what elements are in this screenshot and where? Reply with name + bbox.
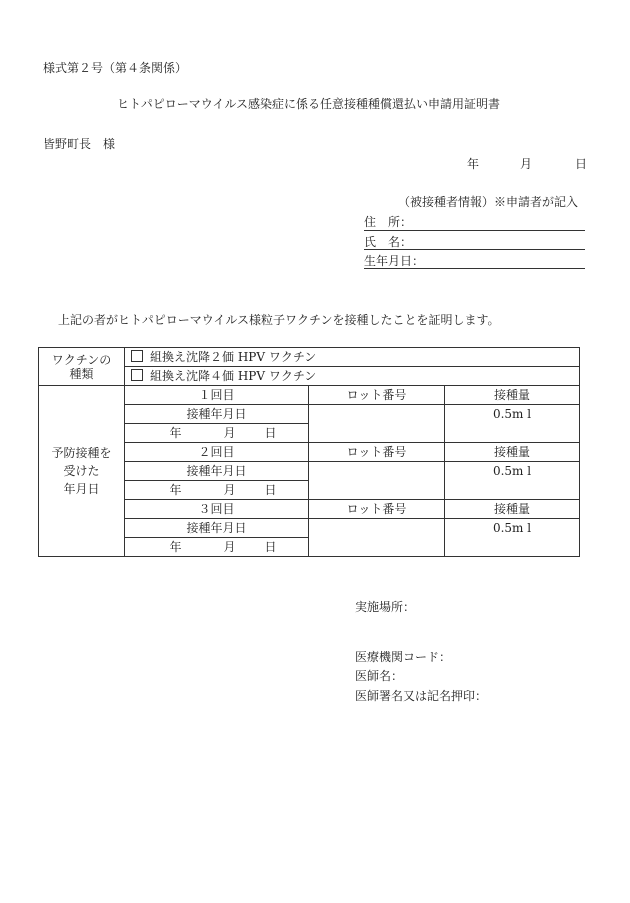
dose-1-date-field[interactable] <box>125 424 309 443</box>
birthdate-label: 生年月日： <box>364 254 425 268</box>
dose-3-amount-header: 接種量 <box>445 500 580 519</box>
vaccine-type-label-cell <box>39 348 125 386</box>
name-label: 氏 名： <box>364 235 413 249</box>
dose-1-lot-number-field[interactable] <box>309 405 445 443</box>
dose-1-amount-header: 接種量 <box>445 386 580 405</box>
doctor-name-label: 医師名： <box>355 669 404 683</box>
applicant-note: （被接種者情報）※申請者が記入 <box>398 195 579 209</box>
document-title: ヒトパピローマウイルス感染症に係る任意接種種償還払い申請用証明書 <box>117 97 501 111</box>
signature-label: 医師署名又は記名押印： <box>355 689 488 703</box>
date-month-label: 月 <box>520 157 533 171</box>
dose-3-year: 年 <box>169 540 182 554</box>
dose-3-lot-number-field[interactable] <box>309 519 445 557</box>
dose-2-lot-number-field[interactable] <box>309 462 445 500</box>
dose-2-amount-header: 接種量 <box>445 443 580 462</box>
address-label: 住 所： <box>364 215 413 229</box>
location-label: 実施場所： <box>355 600 416 614</box>
vaccination-table <box>38 347 580 557</box>
vaccine-option-quadrivalent[interactable] <box>125 367 580 386</box>
birthdate-field-line[interactable] <box>364 268 585 269</box>
checkbox-bivalent[interactable] <box>131 350 143 362</box>
date-day-label: 日 <box>575 157 588 171</box>
dose-2-day: 日 <box>264 483 277 497</box>
dose-1-day: 日 <box>264 426 277 440</box>
dose-3-lot-header: ロット番号 <box>309 500 445 519</box>
addressee: 皆野町長 様 <box>43 137 116 151</box>
dose-2-date-field[interactable] <box>125 481 309 500</box>
checkbox-quadrivalent[interactable] <box>131 369 143 381</box>
vaccine-type-label-line1: ワクチンの <box>51 352 112 367</box>
vaccine-option-bivalent-label: 組換え沈降２価 HPV ワクチン <box>150 350 317 364</box>
dose-3-month: 月 <box>223 540 236 554</box>
dose-3-date-field[interactable] <box>125 538 309 557</box>
dose-1-month: 月 <box>223 426 236 440</box>
dose-1-date-label: 接種年月日 <box>125 405 309 424</box>
dose-2-date-label: 接種年月日 <box>125 462 309 481</box>
date-section-label-cell <box>39 386 125 557</box>
address-field-line[interactable] <box>364 230 585 231</box>
dose-3-ordinal: ３回目 <box>125 500 309 519</box>
dose-3-amount: 0.5m l <box>445 519 580 557</box>
vaccine-type-label-line2: 種類 <box>69 366 94 381</box>
name-field-line[interactable] <box>364 249 585 250</box>
dose-3-date-label: 接種年月日 <box>125 519 309 538</box>
dose-2-amount: 0.5m l <box>445 462 580 500</box>
vaccine-option-quadrivalent-label: 組換え沈降４価 HPV ワクチン <box>150 369 317 383</box>
dose-2-month: 月 <box>223 483 236 497</box>
dose-2-ordinal: ２回目 <box>125 443 309 462</box>
dose-2-lot-header: ロット番号 <box>309 443 445 462</box>
date-year-label: 年 <box>467 157 480 171</box>
certification-statement: 上記の者がヒトパピローマウイルス様粒子ワクチンを接種したことを証明します。 <box>58 313 500 327</box>
date-section-label-line3: 年月日 <box>63 482 100 496</box>
date-section-label-line1: 予防接種を <box>51 446 112 460</box>
dose-3-day: 日 <box>264 540 277 554</box>
dose-1-header-row <box>39 386 580 405</box>
institution-code-label: 医療機関コード： <box>355 650 452 664</box>
form-number: 様式第２号（第４条関係） <box>43 61 188 75</box>
dose-1-year: 年 <box>169 426 182 440</box>
vaccine-type-row <box>39 348 580 367</box>
vaccine-option-bivalent[interactable] <box>125 348 580 367</box>
dose-2-year: 年 <box>169 483 182 497</box>
dose-1-lot-header: ロット番号 <box>309 386 445 405</box>
date-section-label-line2: 受けた <box>63 464 100 478</box>
dose-1-ordinal: １回目 <box>125 386 309 405</box>
dose-1-amount: 0.5m l <box>445 405 580 443</box>
